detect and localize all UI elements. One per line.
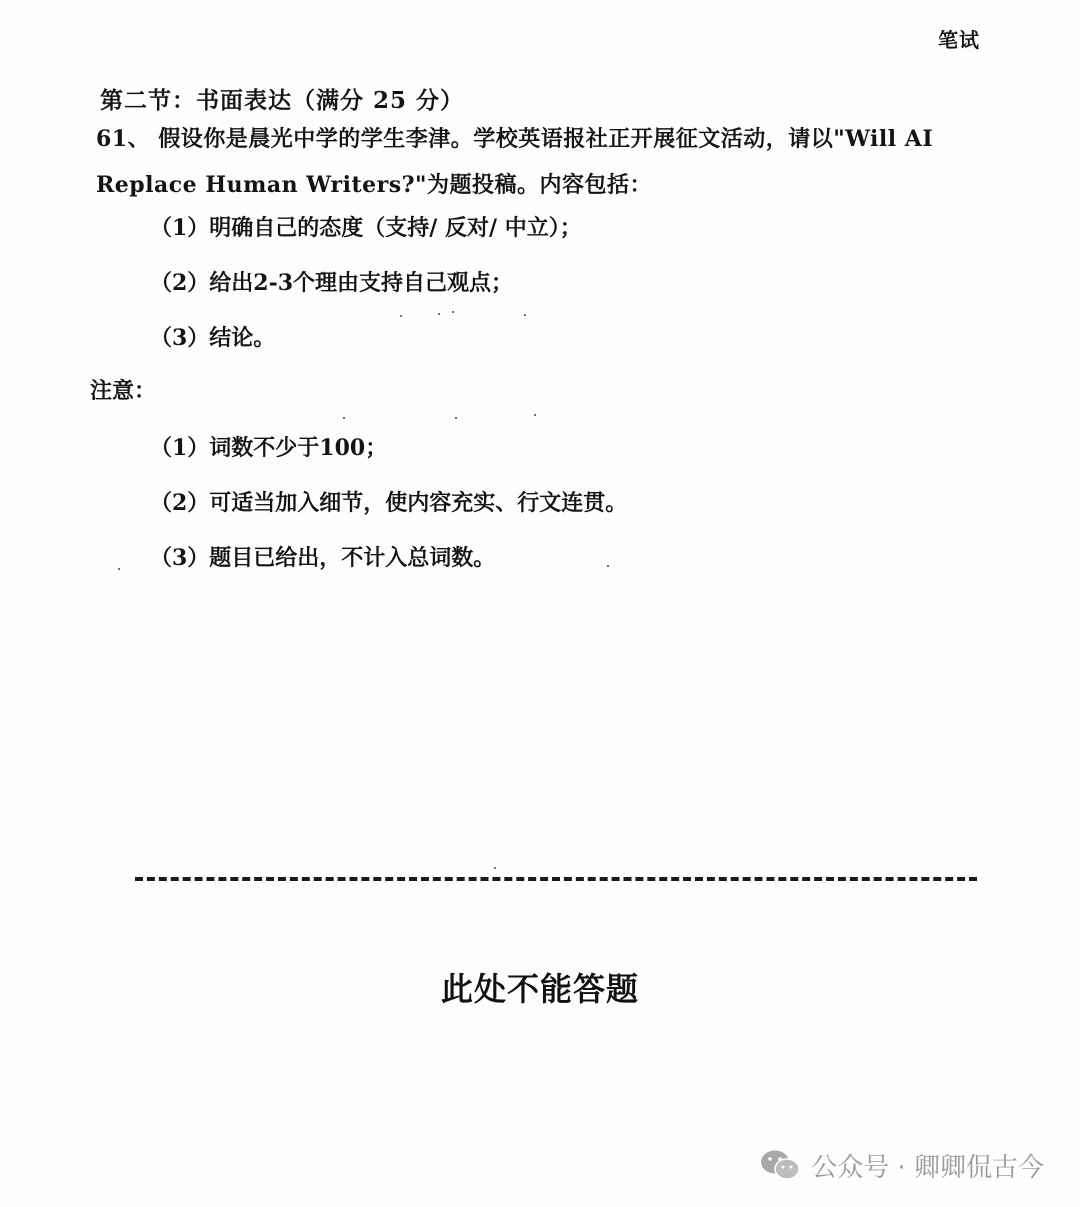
list-item: （3）题目已给出，不计入总词数。: [150, 545, 496, 571]
notes-list: [150, 421, 627, 586]
wechat-icon: [759, 1148, 801, 1182]
list-item: （1）词数不少于100；: [150, 435, 388, 461]
list-item: （2）给出2-3个理由支持自己观点；: [150, 270, 514, 296]
cut-line-divider: [135, 877, 977, 881]
content-requirements-list: [150, 201, 582, 366]
scan-speck: [438, 313, 440, 315]
question-prompt: 61、 假设你是晨光中学的学生李津。学校英语报社正开展征文活动，请以"Will AI Replace Human Writers?"为题投稿。内容包括：: [96, 126, 934, 198]
scan-speck: [494, 867, 496, 869]
scan-speck: [118, 568, 120, 570]
list-item: （3）结论。: [150, 325, 276, 351]
scan-speck: [400, 315, 402, 317]
scan-speck: [452, 311, 454, 313]
scan-speck: [534, 414, 536, 416]
watermark-text: 公众号 · 卿卿侃古今: [811, 1152, 1044, 1183]
notes-title: 注意：: [90, 378, 157, 404]
list-item: （2）可适当加入细节，使内容充实、行文连贯。: [150, 490, 628, 516]
scan-speck: [524, 314, 526, 316]
scan-speck: [343, 417, 345, 419]
section-heading: 第二节：书面表达（满分 25 分）: [100, 87, 465, 114]
watermark: [759, 1145, 1044, 1185]
list-item: （1）明确自己的态度（支持/ 反对/ 中立）；: [150, 215, 582, 241]
scan-speck: [607, 565, 609, 567]
scan-speck: [455, 417, 457, 419]
corner-label: 笔试: [938, 28, 980, 52]
no-answer-notice: 此处不能答题: [440, 970, 639, 1008]
